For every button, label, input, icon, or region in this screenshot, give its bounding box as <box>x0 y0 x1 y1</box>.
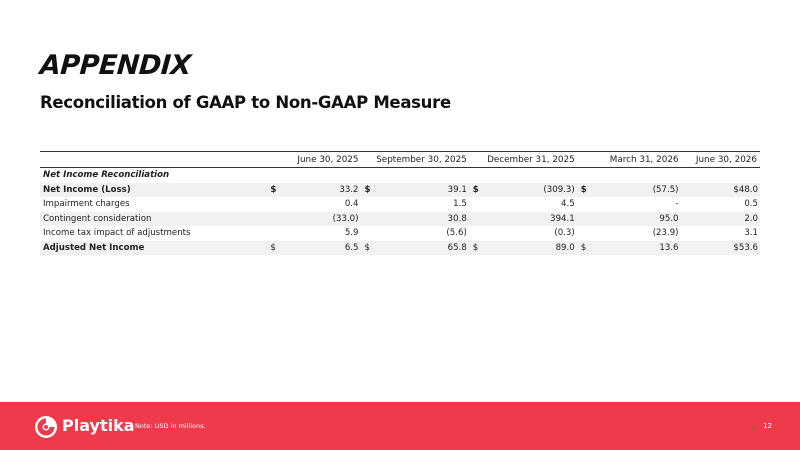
table-row-impairment <box>40 197 760 212</box>
currency-symbol <box>267 197 285 212</box>
column-header: June 30, 2026 <box>682 152 760 168</box>
table-cell: 5.9 <box>344 228 359 239</box>
currency-symbol <box>362 212 380 227</box>
currency-symbol: $ <box>470 183 488 198</box>
table-cell: $48.0 <box>682 183 760 198</box>
currency-symbol: $ <box>362 183 380 198</box>
currency-symbol: $ <box>578 183 596 198</box>
table-cell: (0.3) <box>554 228 575 239</box>
brand-name: Playtika <box>62 416 135 435</box>
currency-symbol <box>578 212 596 227</box>
row-label: Impairment charges <box>43 199 130 210</box>
table-cell: 89.0 <box>488 241 578 256</box>
column-header: June 30, 2025 <box>267 152 361 168</box>
table-cell: - <box>675 199 679 210</box>
table-cell: 39.1 <box>379 183 469 198</box>
table-row-net-income <box>40 183 760 198</box>
table-cell: (23.9) <box>652 228 679 239</box>
table-cell: 394.1 <box>488 212 578 227</box>
currency-symbol: $ <box>267 183 285 198</box>
table-cell: (309.3) <box>488 183 578 198</box>
table-cell: 0.4 <box>344 199 359 210</box>
currency-symbol <box>578 226 596 241</box>
row-label: Net Income (Loss) <box>40 183 267 198</box>
currency-symbol <box>362 197 380 212</box>
column-header: December 31, 2025 <box>470 152 578 168</box>
table-cell: (5.6) <box>446 228 467 239</box>
section-row <box>40 168 760 183</box>
currency-symbol <box>470 212 488 227</box>
table-row-contingent <box>40 212 760 227</box>
reconciliation-table <box>40 151 760 255</box>
playtika-logo-icon <box>34 415 58 439</box>
row-label: Income tax impact of adjustments <box>43 228 191 239</box>
currency-symbol: $ <box>267 241 285 256</box>
table-header-row <box>40 152 760 168</box>
row-label: Adjusted Net Income <box>40 241 267 256</box>
currency-symbol: $ <box>578 241 596 256</box>
currency-symbol <box>470 226 488 241</box>
currency-symbol: $ <box>362 241 380 256</box>
table-cell: 0.5 <box>744 199 758 210</box>
table-cell: 3.1 <box>744 228 758 239</box>
page-subtitle: Reconciliation of GAAP to Non-GAAP Measure <box>40 93 451 112</box>
page-number: 12 <box>763 422 772 430</box>
footer-bar <box>0 402 800 450</box>
table-cell: 2.0 <box>682 212 760 227</box>
page-title: APPENDIX <box>38 50 192 81</box>
table-row-adjusted-net-income <box>40 241 760 256</box>
table-cell: 65.8 <box>379 241 469 256</box>
table-cell: 4.5 <box>561 199 575 210</box>
table-cell: 13.6 <box>595 241 681 256</box>
section-label: Net Income Reconciliation <box>43 170 170 181</box>
table-row-income-tax <box>40 226 760 241</box>
table-cell: $53.6 <box>682 241 760 256</box>
currency-symbol <box>267 226 285 241</box>
table-cell: 30.8 <box>379 212 469 227</box>
currency-symbol <box>578 197 596 212</box>
table-cell: 95.0 <box>595 212 681 227</box>
currency-symbol: $ <box>470 241 488 256</box>
currency-symbol <box>470 197 488 212</box>
table-cell: (33.0) <box>285 212 362 227</box>
table-cell: 1.5 <box>453 199 467 210</box>
footer-note: Note: USD in millions. <box>135 422 206 430</box>
column-header: March 31, 2026 <box>578 152 682 168</box>
row-label: Contingent consideration <box>40 212 267 227</box>
table-cell: (57.5) <box>595 183 681 198</box>
currency-symbol <box>362 226 380 241</box>
column-header: September 30, 2025 <box>362 152 470 168</box>
table-cell: 33.2 <box>285 183 362 198</box>
header-blank <box>40 152 267 168</box>
table-cell: 6.5 <box>285 241 362 256</box>
currency-symbol <box>267 212 285 227</box>
